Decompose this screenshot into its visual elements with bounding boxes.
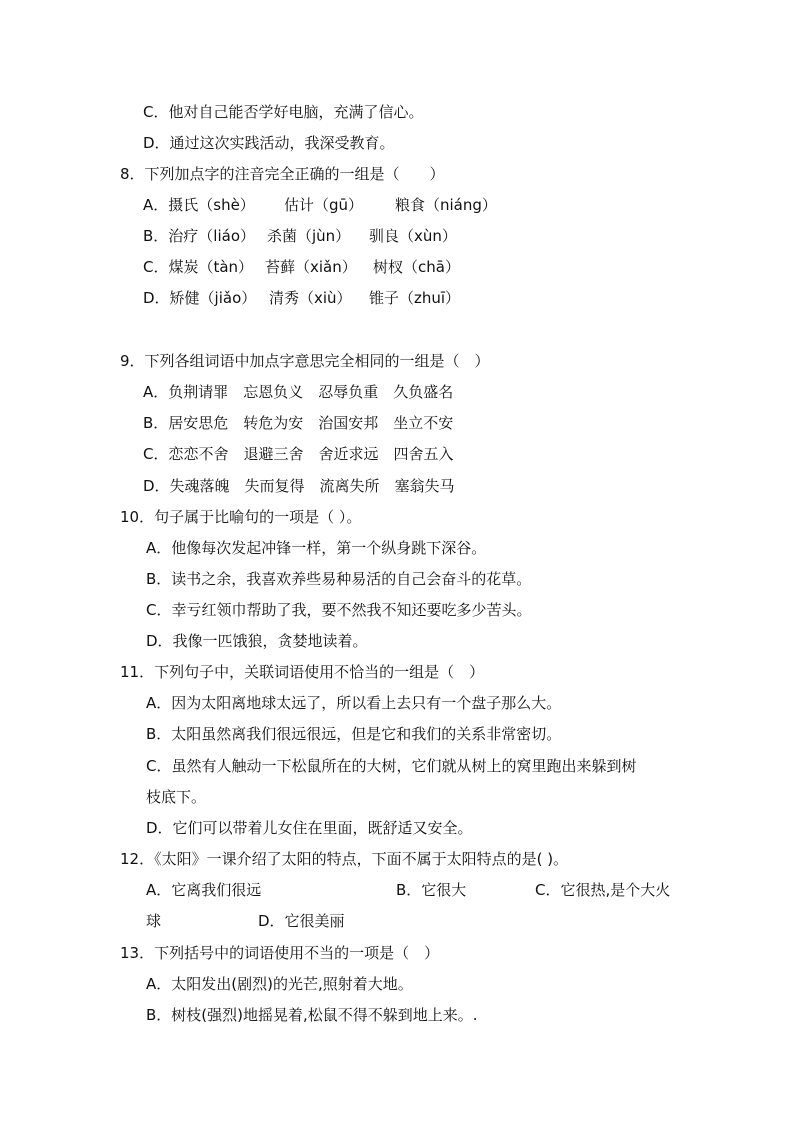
q11-option-a: A．因为太阳离地球太远了，所以看上去只有一个盘子那么大。 (146, 694, 562, 712)
q10-option-c: C．幸亏红领巾帮助了我，要不然我不知还要吃多少苦头。 (146, 601, 532, 619)
q9-option-b: B．居安思危 转危为安 治国安邦 坐立不安 (143, 414, 454, 432)
question-13: 13．下列括号中的词语使用不当的一项是（ ） (120, 944, 440, 962)
q9-option-d: D．失魂落魄 失而复得 流离失所 塞翁失马 (143, 477, 455, 495)
q11-option-b: B．太阳虽然离我们很远很远，但是它和我们的关系非常密切。 (146, 725, 562, 743)
question-11: 11．下列句子中，关联词语使用不恰当的一组是（ ） (120, 663, 485, 681)
q8-option-a-1: A．摄氏（shè） (143, 196, 255, 214)
q11-option-c: C．虽然有人触动一下松鼠所在的大树，它们就从树上的窝里跑出来躲到树 (146, 757, 637, 775)
q8-option-d-2: 清秀（xiù） (269, 289, 352, 307)
q8-option-b-1: B．治疗（liáo） (143, 227, 255, 245)
q8-option-c-2: 苔藓（xiǎn） (265, 258, 357, 276)
q8-option-d-1: D．矫健（jiǎo） (143, 289, 257, 307)
q10-option-b: B．读书之余，我喜欢养些易种易活的自己会奋斗的花草。 (146, 570, 532, 588)
q8-option-b-3: 驯良（xùn） (369, 227, 457, 245)
q8-option-a-2: 估计（gū） (284, 196, 364, 214)
q7-option-d: D．通过这次实践活动，我深受教育。 (143, 134, 395, 152)
q7-option-c: C．他对自己能否学好电脑，充满了信心。 (143, 103, 424, 121)
q8-option-c-1: C．煤炭（tàn） (143, 258, 254, 276)
q12-option-a: A．它离我们很远 (146, 881, 262, 899)
q10-option-a: A．他像每次发起冲锋一样，第一个纵身跳下深谷。 (146, 539, 487, 557)
q9-option-c: C．恋恋不舍 退避三舍 舍近求远 四舍五入 (143, 445, 454, 463)
q8-option-d-3: 锥子（zhuī） (369, 289, 461, 307)
q12-option-d: D．它很美丽 (258, 912, 345, 930)
q12-option-b: B．它很大 (396, 881, 467, 899)
q8-option-a-3: 粮食（niáng） (395, 196, 497, 214)
q11-option-c-continued: 枝底下。 (146, 788, 207, 806)
q8-option-b-2: 杀菌（jùn） (267, 227, 351, 245)
q11-option-d: D．它们可以带着儿女住在里面，既舒适又安全。 (146, 819, 473, 837)
q10-option-d: D．我像一匹饿狼，贪婪地读着。 (146, 632, 368, 650)
question-10: 10．句子属于比喻句的一项是（ ）。 (120, 508, 362, 526)
q12-option-c: C．它很热,是个大火 (535, 881, 671, 899)
question-9: 9．下列各组词语中加点字意思完全相同的一组是（ ） (120, 352, 490, 370)
question-12: 12．《太阳》一课介绍了太阳的特点，下面不属于太阳特点的是( )。 (120, 850, 569, 868)
q13-option-b: B．树枝(强烈)地摇晃着,松鼠不得不躲到地上来。. (146, 1006, 478, 1024)
q12-option-c-continued: 球 (146, 912, 162, 930)
question-8: 8．下列加点字的注音完全正确的一组是（ ） (120, 165, 445, 183)
q8-option-c-3: 树杈（chā） (373, 258, 460, 276)
q13-option-a: A．太阳发出(剧烈)的光芒,照射着大地。 (146, 975, 413, 993)
q9-option-a: A．负荆请罪 忘恩负义 忍辱负重 久负盛名 (143, 383, 454, 401)
